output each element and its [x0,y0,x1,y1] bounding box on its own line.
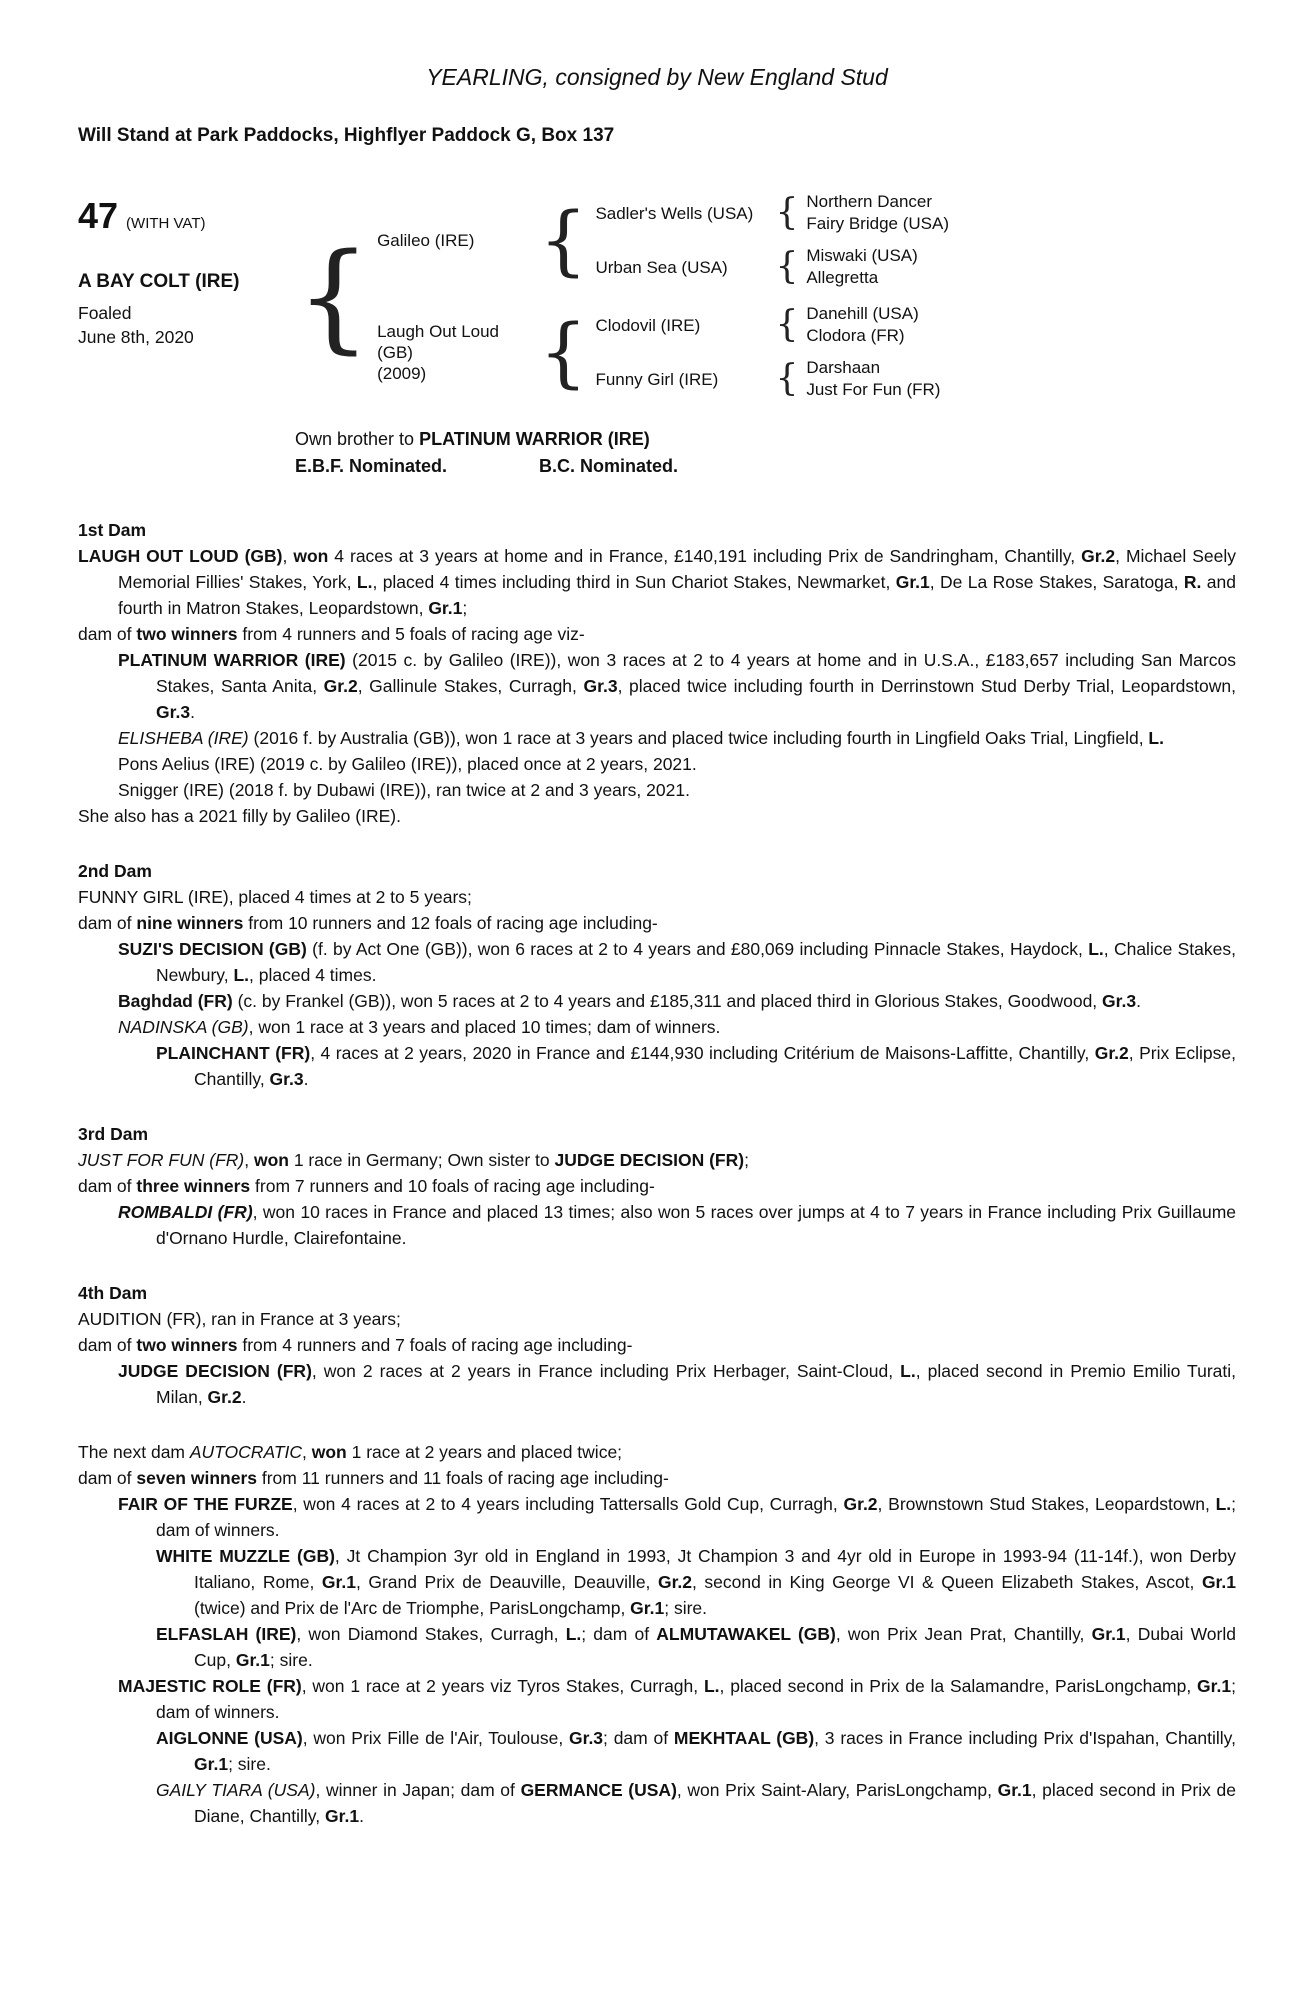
text-run: , won 1 race at 3 years and placed 10 times; dam of winners. [248,1017,721,1037]
pedigree-outer-brace: { [296,227,372,365]
catalog-paragraph [78,988,1236,1014]
sire-grandparents [595,191,949,289]
catalog-paragraph [78,1543,1236,1621]
dam-year: (2009) [377,363,427,383]
dam-grandparents [595,303,940,401]
text-run: , [244,1150,254,1170]
text-run: ; [462,598,468,618]
text-run: (2015 c. by Galileo (IRE)), won 3 races at 2 to 4 years at home and in U.S.A., £183,657 including San Marcos Stakes, Santa Anita, [156,650,1236,696]
sire-dam-branch [595,245,949,289]
section-heading: 2nd Dam [78,861,152,881]
text-run: from 11 runners and 11 foals of racing age including- [257,1468,669,1488]
emphasized-text: Gr.3 [156,702,191,722]
text-run: ; sire. [228,1754,271,1774]
text-run: . [1136,991,1141,1011]
text-run: FUNNY GIRL (IRE), placed 4 times at 2 to 5 years; [78,887,472,907]
catalog-paragraph [78,1358,1236,1410]
own-brother-line [295,427,1236,452]
sire-name: Galileo (IRE) [377,230,475,250]
emphasized-text: MEKHTAAL (GB) [673,1728,815,1748]
text-run: ; dam of [603,1728,674,1748]
text-run: , 4 races at 2 years, 2020 in France and £144,930 including Critérium de Maisons-Laffitte, Chantilly, [310,1043,1095,1063]
emphasized-text: won [293,546,329,566]
emphasized-text: LAUGH OUT LOUD (GB) [78,546,283,566]
dam-section [78,858,1236,1092]
emphasized-text: Gr.2 [207,1387,242,1407]
emphasized-text: L. [703,1676,720,1696]
emphasized-text: FAIR OF THE FURZE [118,1494,293,1514]
emphasized-text: JUDGE DECISION (FR) [118,1361,312,1381]
emphasized-text: Gr.2 [1094,1043,1129,1063]
text-run: dam of [78,1468,137,1488]
catalog-paragraph [78,936,1236,988]
text-run: dam of [78,1176,137,1196]
emphasized-text: L. [1148,728,1164,748]
catalog-paragraph [78,1014,1236,1040]
catalog-paragraph [78,647,1236,725]
section-heading: 1st Dam [78,520,147,540]
emphasized-text: Gr.2 [323,676,358,696]
emphasized-text: Gr.2 [843,1494,878,1514]
emphasized-text: SUZI'S DECISION (GB) [118,939,307,959]
emphasized-text: Gr.2 [1081,546,1116,566]
section-heading: 3rd Dam [78,1124,149,1144]
emphasized-text: L. [233,965,250,985]
text-run: , [282,546,294,566]
text-run: The next dam [78,1442,190,1462]
catalog-paragraph [78,1725,1236,1777]
text-run: . [303,1069,309,1089]
emphasized-text: ELISHEBA (IRE) [118,728,249,748]
emphasized-text: two winners [136,624,238,644]
pedigree-sections [78,517,1236,1829]
emphasized-text: won [253,1150,289,1170]
text-run: dam of [78,1335,137,1355]
text-run: from 4 runners and 5 foals of racing age viz- [237,624,585,644]
dam-dam-dam-name: Just For Fun (FR) [806,380,941,399]
emphasized-text: Gr.1 [895,572,930,592]
sire-dam-sire-name: Miswaki (USA) [806,246,918,265]
emphasized-text: L. [1088,939,1104,959]
text-run: , won 2 races at 2 years in France including Prix Herbager, Saint-Cloud, [311,1361,901,1381]
dam-dam-branch [595,357,940,401]
text-run: , Prix Eclipse, Chantilly, [194,1043,1236,1089]
text-run: . [241,1387,247,1407]
emphasized-text: Gr.1 [321,1572,356,1592]
text-run: , [302,1442,312,1462]
emphasized-text: nine winners [136,913,244,933]
text-run: . [359,1806,364,1826]
text-run: (2016 f. by Australia (GB)), won 1 race at 3 years and placed twice including fourth in Lingfield Oaks Trial, Lingfield, [248,728,1149,748]
emphasized-text: R. [1183,572,1202,592]
text-run: . [190,702,195,722]
text-run: , won Diamond Stakes, Curragh, [296,1624,566,1644]
dam-section [78,1439,1236,1829]
text-run: , won 1 race at 2 years viz Tyros Stakes, Curragh, [301,1676,704,1696]
dam-sire-dam-name: Clodora (FR) [806,326,905,345]
lot-info [78,189,296,349]
text-run: and fourth in Matron Stakes, Leopardstown, [118,572,1236,618]
dam-branch [377,303,949,401]
sire-sire-branch [595,191,949,235]
catalog-paragraph [78,777,1236,803]
lot-number: 47 [78,195,119,236]
emphasized-text: Gr.1 [428,598,463,618]
catalog-paragraph [78,1332,1236,1358]
emphasized-text: WHITE MUZZLE (GB) [156,1546,335,1566]
text-run: , won 4 races at 2 to 4 years including Tattersalls Gold Cup, Curragh, [292,1494,844,1514]
emphasized-text: L. [565,1624,582,1644]
dam-name-block [377,321,535,384]
text-run: , Jt Champion 3yr old in England in 1993, Jt Champion 3 and 4yr old in Europe in 1993-94 (11-14f.), won Derby Italiano, Rome, [194,1546,1236,1592]
emphasized-text: Gr.1 [1091,1624,1126,1644]
text-run: , Chalice Stakes, Newbury, [156,939,1236,985]
dam-sire-brace: { [775,304,799,345]
bc-nominated-label: B.C. Nominated. [539,456,679,476]
emphasized-text: AIGLONNE (USA) [156,1728,303,1748]
sire-dam-name: Urban Sea (USA) [595,257,728,277]
emphasized-text: Gr.1 [630,1598,665,1618]
sire-sire-name: Sadler's Wells (USA) [595,203,754,223]
emphasized-text: Gr.3 [583,676,618,696]
catalog-paragraph [78,1621,1236,1673]
catalog-paragraph [78,1465,1236,1491]
emphasized-text: seven winners [136,1468,257,1488]
emphasized-text: Gr.3 [269,1069,304,1089]
emphasized-text: three winners [136,1176,251,1196]
emphasized-text: GAILY TIARA (USA) [156,1780,316,1800]
text-run: , placed second in Premio Emilio Turati, Milan, [156,1361,1236,1407]
nominations-line [295,454,1236,479]
emphasized-text: GERMANCE (USA) [520,1780,677,1800]
emphasized-text: PLATINUM WARRIOR (IRE) [118,650,346,670]
text-run: ; dam of [581,1624,657,1644]
catalog-paragraph [78,1673,1236,1725]
text-run: , Grand Prix de Deauville, Deauville, [355,1572,658,1592]
sire-sire-parents [806,191,949,235]
catalog-paragraph [78,1491,1236,1543]
emphasized-text: ROMBALDI (FR) [118,1202,253,1222]
dam-dam-parents [806,357,940,401]
text-run: She also has a 2021 filly by Galileo (IRE). [78,806,401,826]
lot-number-row [78,195,296,237]
pedigree-tree [296,189,1236,401]
text-run: , Gallinule Stakes, Curragh, [357,676,584,696]
text-run: , placed second in Prix de la Salamandre, ParisLongchamp, [719,1676,1198,1696]
dam-section [78,1121,1236,1251]
sire-dam-dam-name: Allegretta [806,268,879,287]
catalog-paragraph [78,910,1236,936]
text-run: (twice) and Prix de l'Arc de Triomphe, ParisLongchamp, [194,1598,631,1618]
text-run: Pons Aelius (IRE) (2019 c. by Galileo (IRE)), placed once at 2 years, 2021. [118,754,697,774]
emphasized-text: PLAINCHANT (FR) [156,1043,311,1063]
text-run: (f. by Act One (GB)), won 6 races at 2 to 4 years and £80,069 including Pinnacle Stakes, Haydock, [306,939,1089,959]
text-run: , De La Rose Stakes, Saratoga, [929,572,1184,592]
text-run: , 3 races in France including Prix d'Ispahan, Chantilly, [814,1728,1236,1748]
text-run: dam of [78,624,137,644]
dam-sire-name: Clodovil (IRE) [595,315,701,335]
catalog-paragraph [78,1173,1236,1199]
dam-section [78,517,1236,829]
dam-dam-brace: { [775,358,799,399]
sire-sire-brace: { [775,192,799,233]
emphasized-text: Gr.1 [235,1650,270,1670]
emphasized-text: won [311,1442,347,1462]
lot-header [78,189,1236,401]
text-run: , won Prix Fille de l'Air, Toulouse, [302,1728,569,1748]
emphasized-text: Baghdad (FR) [118,991,233,1011]
catalog-paragraph [78,621,1236,647]
text-run: ; sire. [664,1598,708,1618]
text-run: from 7 runners and 10 foals of racing age including- [250,1176,655,1196]
catalog-paragraph [78,884,1236,910]
emphasized-text: ELFASLAH (IRE) [156,1624,297,1644]
sire-dam-parents [806,245,917,289]
consignor-line: YEARLING, consigned by New England Stud [426,64,888,90]
text-run: Own brother to [295,429,420,449]
dam-sire-parents [806,303,918,347]
ebf-nominated-label: E.B.F. Nominated. [295,456,448,476]
dam-section [78,1280,1236,1410]
catalog-paragraph [78,1306,1236,1332]
catalog-paragraph [78,725,1236,751]
sire-dam-brace: { [775,246,799,287]
lot-description: A BAY COLT (IRE) [78,271,240,292]
emphasized-text: Gr.1 [194,1754,229,1774]
catalog-paragraph [78,803,1236,829]
section-heading: 4th Dam [78,1283,148,1303]
catalog-paragraph [78,1199,1236,1251]
foaled-label: Foaled [78,303,132,323]
emphasized-text: AUTOCRATIC [189,1442,303,1462]
text-run: , placed twice including fourth in Derrinstown Stud Derby Trial, Leopardstown, [617,676,1236,696]
emphasized-text: PLATINUM WARRIOR (IRE) [419,429,650,449]
foaled-date: June 8th, 2020 [78,327,194,347]
text-run: ; dam of winners. [156,1494,1237,1540]
emphasized-text: two winners [136,1335,238,1355]
emphasized-text: L. [1215,1494,1232,1514]
text-run: , placed 4 times including third in Sun Chariot Stakes, Newmarket, [372,572,896,592]
catalog-paragraph [78,1439,1236,1465]
catalog-paragraph [78,751,1236,777]
text-run: ; dam of winners. [156,1676,1236,1722]
emphasized-text: L. [356,572,373,592]
sire-sire-dam-name: Fairy Bridge (USA) [806,214,949,233]
emphasized-text: ALMUTAWAKEL (GB) [656,1624,836,1644]
emphasized-text: Gr.1 [997,1780,1032,1800]
emphasized-text: Gr.3 [1102,991,1137,1011]
catalog-paragraph [78,1777,1236,1829]
catalog-paragraph [78,1147,1236,1173]
pedigree-parents [377,191,949,401]
catalog-paragraph [78,543,1236,621]
text-run: , won 10 races in France and placed 13 times; also won 5 races over jumps at 4 to 7 years in France including Prix Guillaume d'Ornano Hurdle, Clairefontaine. [156,1202,1237,1248]
catalog-paragraph [78,1040,1236,1092]
sire-brace: { [539,195,588,284]
dam-name: Laugh Out Loud (GB) [377,321,500,362]
emphasized-text: MAJESTIC ROLE (FR) [118,1676,302,1696]
emphasized-text: Gr.3 [568,1728,604,1748]
emphasized-text: NADINSKA (GB) [118,1017,249,1037]
sire-branch [377,191,949,289]
text-run: 1 race at 2 years and placed twice; [346,1442,623,1462]
text-run: ; [744,1150,749,1170]
text-run: , won Prix Jean Prat, Chantilly, [835,1624,1092,1644]
dam-brace: { [539,307,588,396]
text-run: from 10 runners and 12 foals of racing age including- [243,913,658,933]
emphasized-text: JUST FOR FUN (FR) [78,1150,245,1170]
text-run: AUDITION (FR), ran in France at 3 years; [78,1309,401,1329]
text-run: , Dubai World Cup, [194,1624,1236,1670]
text-run: from 4 runners and 7 foals of racing age including- [237,1335,633,1355]
text-run: Snigger (IRE) (2018 f. by Dubawi (IRE)), ran twice at 2 and 3 years, 2021. [118,780,690,800]
dam-dam-sire-name: Darshaan [806,358,881,377]
text-run: , second in King George VI & Queen Elizabeth Stakes, Ascot, [692,1572,1202,1592]
text-run: , placed second in Prix de Diane, Chantilly, [194,1780,1236,1826]
dam-sire-sire-name: Danehill (USA) [806,304,919,323]
emphasized-text: Gr.1 [1197,1676,1232,1696]
text-run: dam of [78,913,137,933]
emphasized-text: L. [900,1361,916,1381]
emphasized-text: Gr.2 [657,1572,693,1592]
text-run: , won Prix Saint-Alary, ParisLongchamp, [676,1780,998,1800]
text-run: , Brownstown Stud Stakes, Leopardstown, [877,1494,1216,1514]
text-run: , Michael Seely Memorial Fillies' Stakes, York, [118,546,1236,592]
text-run: (c. by Frankel (GB)), won 5 races at 2 to 4 years and £185,311 and placed third in Glorious Stakes, Goodwood, [232,991,1103,1011]
dam-sire-branch [595,303,940,347]
sire-sire-sire-name: Northern Dancer [806,192,933,211]
text-run: ; sire. [269,1650,313,1670]
emphasized-text: Gr.1 [1201,1572,1236,1592]
stand-location-line: Will Stand at Park Paddocks, Highflyer Paddock G, Box 137 [78,125,615,146]
dam-dam-name: Funny Girl (IRE) [595,369,719,389]
text-run: , placed 4 times. [249,965,377,985]
text-run: 4 races at 3 years at home and in France, £140,191 including Prix de Sandringham, Chantilly, [328,546,1082,566]
emphasized-text: Gr.1 [325,1806,360,1826]
text-run: , winner in Japan; dam of [315,1780,521,1800]
emphasized-text: JUDGE DECISION (FR) [554,1150,745,1170]
text-run: 1 race in Germany; Own sister to [288,1150,555,1170]
vat-note: (WITH VAT) [126,215,206,232]
